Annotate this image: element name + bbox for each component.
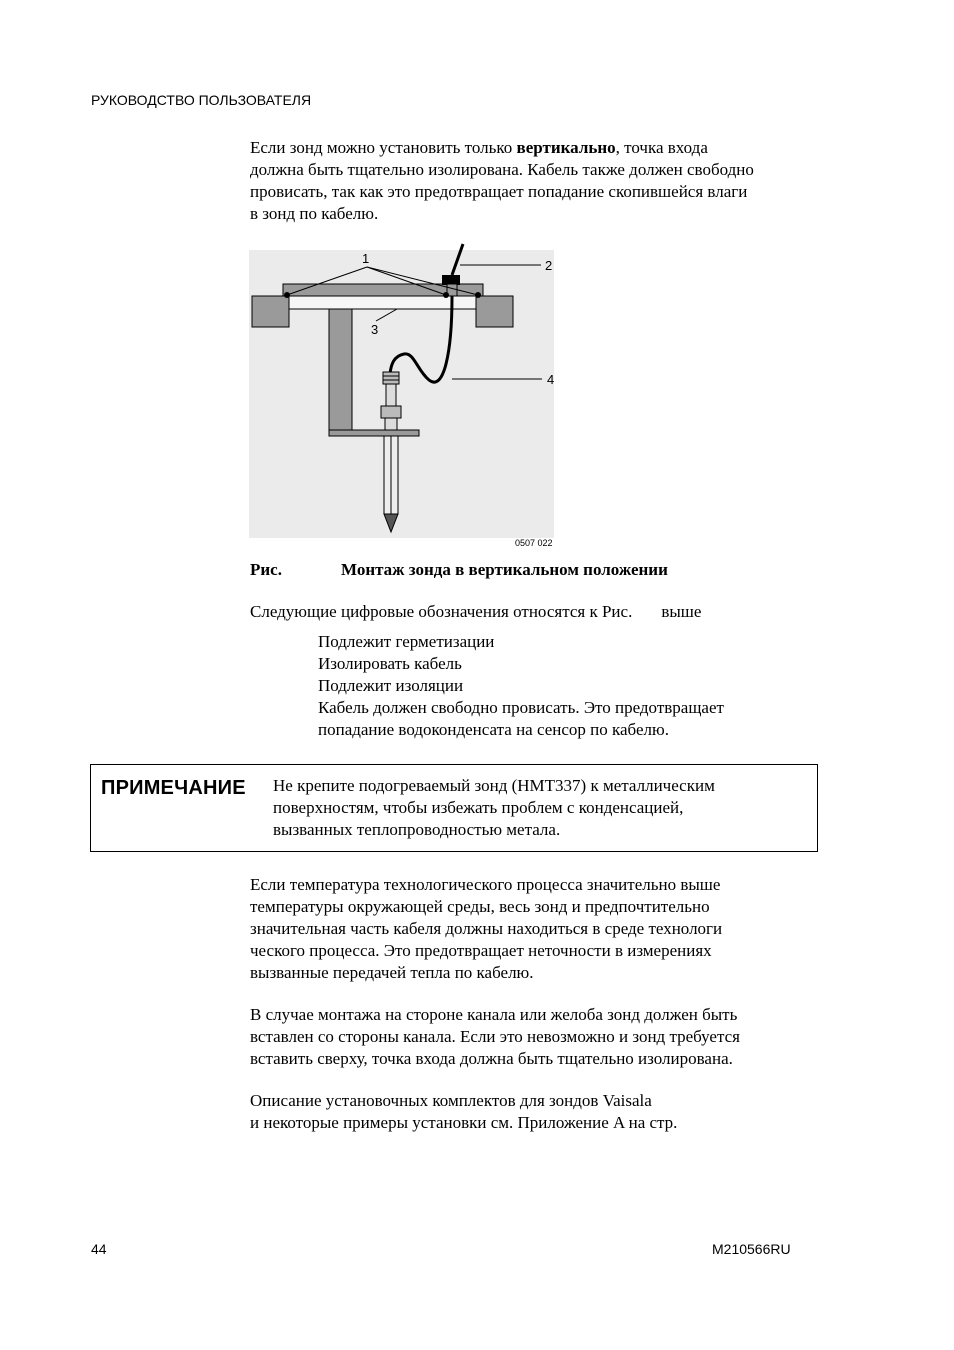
intro-emphasis: вертикально bbox=[516, 138, 616, 157]
reference-text: Следующие цифровые обозначения относятся к Рис. bbox=[250, 602, 633, 621]
mounting-diagram bbox=[249, 242, 561, 550]
caption-label: Рис. bbox=[250, 560, 282, 579]
vertical-mount-figure bbox=[249, 242, 561, 550]
callout-3: 3 bbox=[371, 322, 379, 337]
right-wall bbox=[476, 296, 513, 327]
intro-line: провисать, так как это предотвращает попадание скопившейся влаги bbox=[250, 182, 748, 201]
probe-body bbox=[386, 384, 396, 406]
callout-1: 1 bbox=[362, 251, 370, 266]
paragraph-line: и некоторые примеры установки см. Приложение A на стр. bbox=[250, 1113, 678, 1132]
bracket-foot bbox=[329, 430, 419, 436]
paragraph-line: вставлен со стороны канала. Если это невозможно и зонд требуется bbox=[250, 1027, 740, 1046]
probe-head bbox=[383, 372, 399, 384]
running-header: РУКОВОДСТВО ПОЛЬЗОВАТЕЛЯ bbox=[91, 92, 312, 108]
insulation-layer bbox=[289, 296, 476, 309]
note-text bbox=[273, 775, 715, 841]
legend-item: Подлежит изоляции bbox=[318, 676, 464, 695]
page-number: 44 bbox=[91, 1241, 107, 1257]
legend-item: Подлежит герметизации bbox=[318, 632, 495, 651]
kits-paragraph bbox=[250, 1090, 830, 1134]
probe-neck bbox=[385, 418, 397, 430]
note-line: вызванных теплопроводностью метала. bbox=[273, 820, 561, 839]
legend-item: Кабель должен свободно провисать. Это предотвращает bbox=[318, 698, 724, 717]
channel-mount-paragraph bbox=[250, 1004, 830, 1070]
legend-item: Изолировать кабель bbox=[318, 654, 462, 673]
paragraph-line: температуры окружающей среды, весь зонд и предпочтительно bbox=[250, 897, 710, 916]
caption-title: Монтаж зонда в вертикальном положении bbox=[341, 560, 668, 579]
mounting-bracket bbox=[329, 309, 352, 435]
intro-line: в зонд по кабелю. bbox=[250, 204, 379, 223]
reference-suffix: выше bbox=[661, 602, 702, 621]
callout-2: 2 bbox=[545, 258, 553, 273]
intro-text: , точка входа bbox=[615, 138, 708, 157]
legend-item: попадание водоконденсата на сенсор по кабелю. bbox=[318, 720, 669, 739]
intro-paragraph bbox=[250, 137, 830, 225]
paragraph-line: вызванные передачей тепла по кабелю. bbox=[250, 963, 534, 982]
legend-list bbox=[318, 631, 724, 741]
paragraph-line: В случае монтажа на стороне канала или желоба зонд должен быть bbox=[250, 1005, 738, 1024]
note-box bbox=[90, 764, 818, 852]
note-label: ПРИМЕЧАНИЕ bbox=[101, 777, 246, 799]
temperature-paragraph bbox=[250, 874, 830, 984]
figure-code: 0507 022 bbox=[515, 538, 553, 548]
left-wall bbox=[252, 296, 289, 327]
note-line: Не крепите подогреваемый зонд (HMT337) к металлическим bbox=[273, 776, 715, 795]
document-code: M210566RU bbox=[712, 1241, 791, 1257]
callout-4: 4 bbox=[547, 372, 555, 387]
paragraph-line: вставить сверху, точка входа должна быть тщательно изолирована. bbox=[250, 1049, 733, 1068]
intro-text: Если зонд можно установить только bbox=[250, 138, 517, 157]
probe-collar bbox=[381, 406, 401, 418]
paragraph-line: Если температура технологического процесса значительно выше bbox=[250, 875, 721, 894]
paragraph-line: значительная часть кабеля должны находиться в среде технологи bbox=[250, 919, 723, 938]
figure-reference bbox=[250, 601, 701, 623]
paragraph-line: ческого процесса. Это предотвращает неточности в измерениях bbox=[250, 941, 712, 960]
intro-line: должна быть тщательно изолирована. Кабель также должен свободно bbox=[250, 160, 754, 179]
note-line: поверхностям, чтобы избежать проблем с конденсацией, bbox=[273, 798, 684, 817]
paragraph-line: Описание установочных комплектов для зондов Vaisala bbox=[250, 1091, 652, 1110]
